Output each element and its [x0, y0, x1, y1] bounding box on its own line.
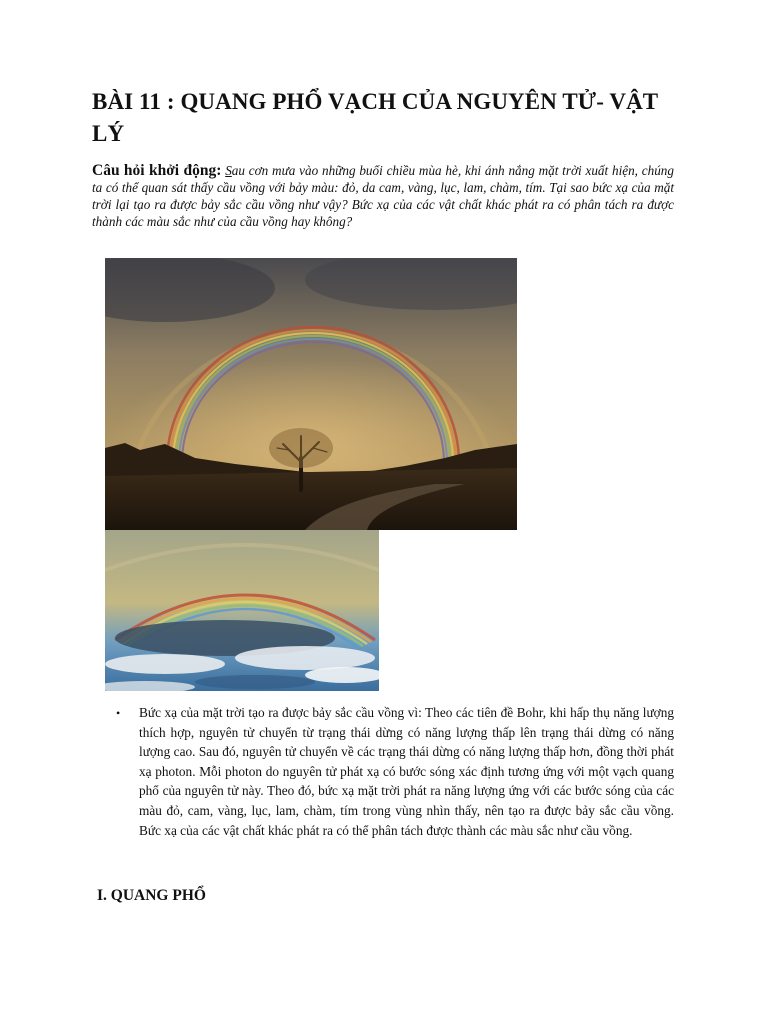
intro-lead: Câu hỏi khởi động: [92, 162, 222, 179]
bullet-icon: • [116, 706, 121, 720]
page-title: BÀI 11 : QUANG PHỔ VẠCH CỦA NGUYÊN TỬ- VẬT LÝ [92, 89, 658, 146]
intro-question-text: au cơn mưa vào những buổi chiều mùa hè, khi ánh nắng mặt trời xuất hiện, chúng ta có thể quan sát thấy cầu vồng với bảy màu: đỏ, da cam, vàng, lục, lam, chàm, tím. Tại sao bức xạ của mặt trời lại tạo ra được bảy sắc cầu vồng như vậy? Bức xạ của các vật chất khác phát ra có phân tách ra được thành các màu sắc như của cầu vồng hay không? [92, 163, 674, 229]
rainbow-photo-field [105, 258, 517, 530]
answer-list [112, 703, 674, 840]
intro-question-initial: S [225, 163, 232, 178]
rainbow-photo-sky [105, 530, 379, 691]
section-heading: I. QUANG PHỔ [97, 887, 206, 904]
answer-text: Bức xạ của mặt trời tạo ra được bảy sắc cầu vồng vì: Theo các tiên đề Bohr, khi hấp thụ năng lượng thích hợp, nguyên tử chuyển từ trạng thái dừng có năng lượng thấp lên trạng thái dừng có năng lượng cao. Sau đó, nguyên tử chuyển về các trạng thái dừng có năng lượng thấp hơn, đồng thời phát xạ photon. Mỗi photon do nguyên tử phát xạ có bước sóng xác định tương ứng với một vạch quang phổ của nguyên tử này. Theo đó, bức xạ mặt trời phát ra năng lượng ứng với các bước sóng của các màu đỏ, cam, vàng, lục, lam, chàm, tím trong vùng nhìn thấy, nên tạo ra được bảy sắc cầu vồng. Bức xạ của các vật chất khác phát ra có thể phân tách được thành các màu sắc như cầu vồng. [139, 705, 674, 838]
list-item [112, 703, 674, 840]
intro-paragraph [92, 162, 674, 230]
